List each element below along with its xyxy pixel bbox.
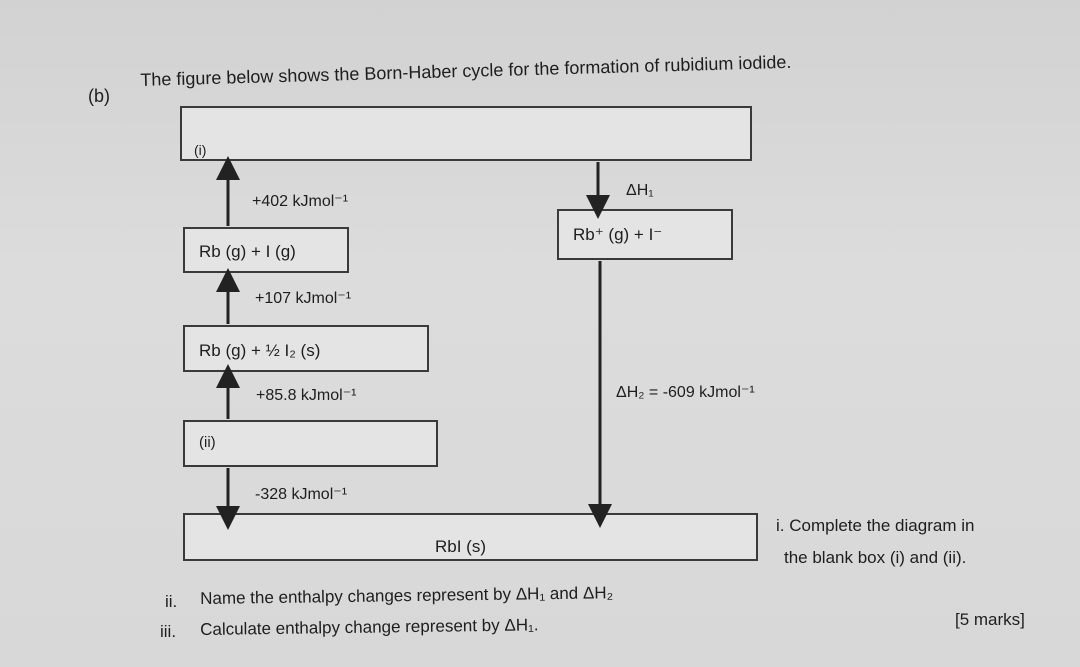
question-iii: Calculate enthalpy change represent by ΔH₁. [200, 615, 539, 639]
question-ii-number: ii. [165, 592, 178, 611]
enthalpy-top-left: +402 kJmol⁻¹ [252, 193, 349, 210]
enthalpy-rb-atomisation: +85.8 kJmol⁻¹ [256, 387, 357, 404]
question-title: The figure below shows the Born-Haber cycle for the formation of rubidium iodide. [140, 51, 792, 90]
question-i: i. Complete the diagram in [776, 516, 975, 535]
enthalpy-dh1: ΔH₁ [626, 182, 654, 199]
part-label: (b) [88, 86, 110, 106]
blank-box-i-label: (i) [194, 142, 207, 158]
question-ii: Name the enthalpy changes represent by ΔH₁ and ΔH₂ [200, 583, 614, 608]
box-rb-i-gas-label: Rb (g) + I (g) [199, 242, 296, 261]
enthalpy-formation: -328 kJmol⁻¹ [255, 486, 348, 503]
box-rb-half-i2-label: Rb (g) + ½ I₂ (s) [199, 341, 321, 360]
box-rbi-solid-label: RbI (s) [435, 537, 486, 556]
enthalpy-dh2: ΔH₂ = -609 kJmol⁻¹ [616, 384, 755, 401]
question-i-cont: the blank box (i) and (ii). [784, 548, 967, 567]
blank-box-ii-label: (ii) [199, 434, 216, 451]
box-rb-ion-i-ion-label: Rb⁺ (g) + I⁻ [573, 225, 663, 244]
enthalpy-iodine-atomisation: +107 kJmol⁻¹ [255, 290, 352, 307]
question-iii-number: iii. [160, 622, 177, 641]
marks-label: [5 marks] [955, 610, 1025, 629]
